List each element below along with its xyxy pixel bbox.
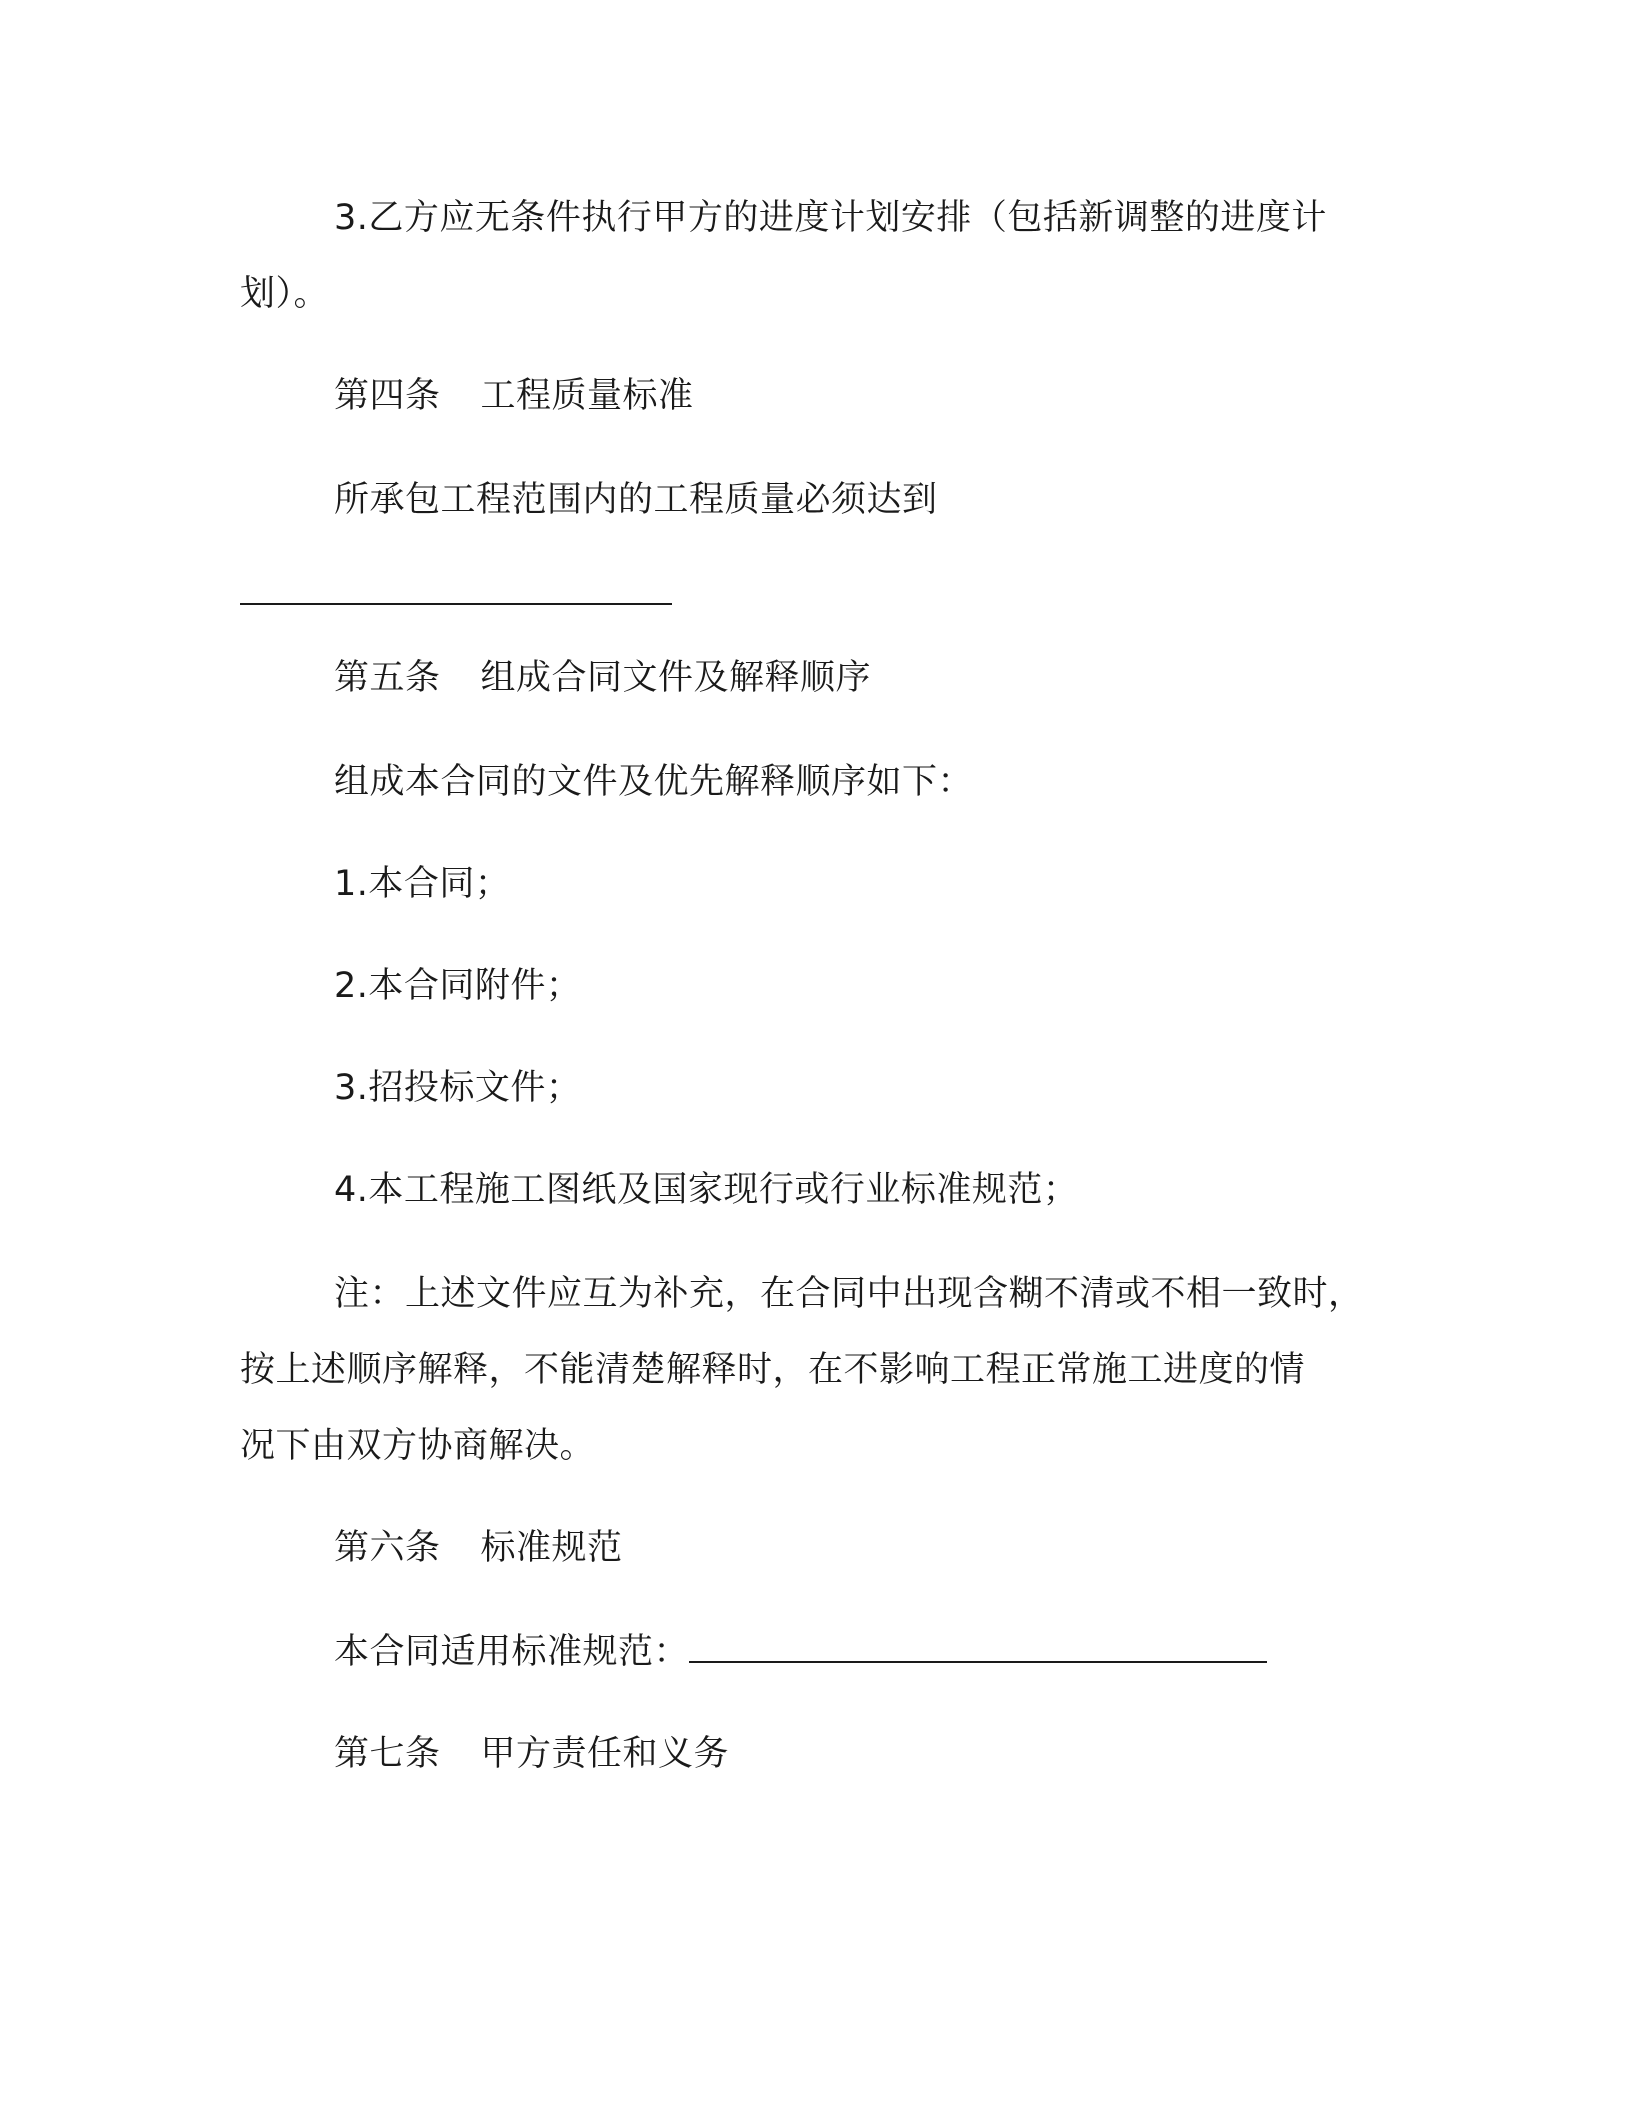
article-title: 工程质量标准 <box>480 376 694 416</box>
paragraph-line: 组成本合同的文件及优先解释顺序如下： <box>334 762 974 802</box>
article-title: 组成合同文件及解释顺序 <box>480 658 872 698</box>
article-title: 标准规范 <box>480 1528 623 1568</box>
list-item: 3.招投标文件； <box>334 1068 582 1108</box>
article-7-heading <box>334 1732 729 1776</box>
article-title: 甲方责任和义务 <box>480 1734 730 1774</box>
paragraph-line: 3.乙方应无条件执行甲方的进度计划安排（包括新调整的进度计 <box>334 198 1327 238</box>
paragraph-line: 划）。 <box>240 274 330 314</box>
article-number: 第五条 <box>334 658 441 698</box>
note-line: 况下由双方协商解决。 <box>240 1426 596 1466</box>
list-item: 1.本合同； <box>334 864 511 904</box>
article-4-heading <box>334 374 694 418</box>
note-line: 按上述顺序解释，不能清楚解释时，在不影响工程正常施工进度的情 <box>240 1350 1306 1390</box>
blank-underline <box>240 573 672 605</box>
article-6-heading <box>334 1526 623 1570</box>
note-line: 注：上述文件应互为补充，在合同中出现含糊不清或不相一致时， <box>334 1274 1364 1314</box>
article-number: 第六条 <box>334 1528 441 1568</box>
blank-underline <box>689 1631 1267 1663</box>
standards-label: 本合同适用标准规范： <box>334 1632 690 1672</box>
list-item: 4.本工程施工图纸及国家现行或行业标准规范； <box>334 1170 1079 1210</box>
list-item: 2.本合同附件； <box>334 966 582 1006</box>
paragraph-line <box>334 1630 1267 1674</box>
article-5-heading <box>334 656 871 700</box>
article-number: 第四条 <box>334 376 441 416</box>
article-number: 第七条 <box>334 1734 441 1774</box>
paragraph-line: 所承包工程范围内的工程质量必须达到 <box>334 480 938 520</box>
fill-in-blank-line <box>240 572 672 616</box>
